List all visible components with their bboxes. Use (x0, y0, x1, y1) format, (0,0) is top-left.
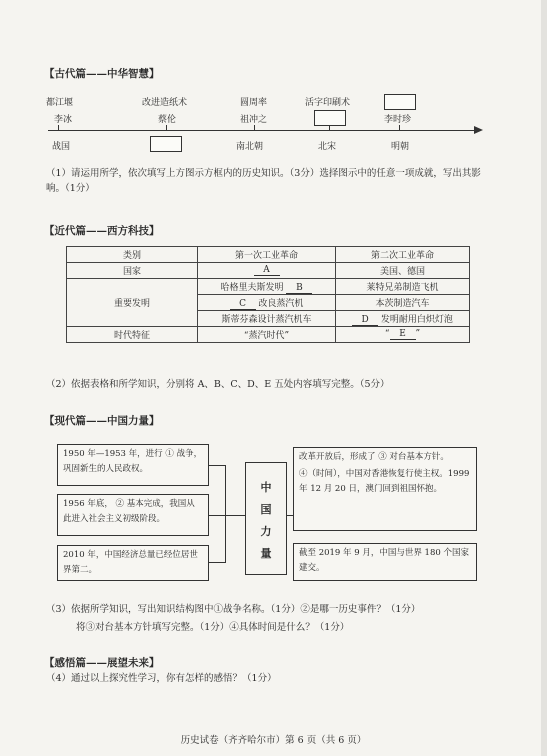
left-box-1: 1950 年—1953 年，进行 ① 战争，巩固新生的人民政权。 (57, 444, 209, 486)
table-cell: 时代特征 (67, 327, 198, 343)
connector-line (209, 562, 225, 563)
table-row (67, 327, 470, 343)
timeline-axis (48, 130, 478, 131)
timeline-item-3-era: 南北朝 (236, 142, 264, 152)
table-cell: 本茨制造汽车 (336, 295, 470, 311)
industrial-revolution-table (66, 246, 470, 343)
right-box-text: 改革开放后，形成了 ③ 对台基本方针。 (299, 452, 449, 462)
section-future-title: 【感悟篇——展望未来】 (44, 657, 160, 669)
timeline-item-1-top: 都江堰 (46, 98, 74, 108)
timeline-item-1-era: 战国 (52, 142, 71, 152)
table-header-cell: 类别 (67, 247, 198, 263)
blank-d[interactable]: D (352, 315, 378, 326)
center-char: 中 (260, 481, 272, 494)
quote-mark: “ (384, 329, 390, 339)
quote-mark: ” (415, 329, 421, 339)
connector-line (209, 465, 225, 466)
page-footer: 历史试卷（齐齐哈尔市）第 6 页（共 6 页） (180, 735, 367, 746)
table-row (67, 247, 470, 263)
center-char: 国 (260, 503, 272, 516)
table-header-cell: 第一次工业革命 (198, 247, 336, 263)
invention-text: 发明耐用白炽灯泡 (380, 314, 453, 325)
right-box-text: ④（时间），中国对香港恢复行使主权。1999 年 12 月 20 日，澳门回到祖国怀抱。 (299, 469, 470, 494)
right-box-1 (293, 447, 477, 531)
answer-box-person[interactable] (314, 110, 346, 126)
invention-text: 改良蒸汽机 (258, 298, 304, 309)
blank-a[interactable]: A (254, 265, 280, 276)
china-strength-center (245, 462, 287, 575)
table-header-cell: 第二次工业革命 (336, 247, 470, 263)
table-cell (336, 311, 470, 327)
right-box-2: 截至 2019 年 9 月，中国与世界 180 个国家建交。 (293, 543, 477, 581)
connector-line (225, 515, 245, 516)
question-2: （2）依据表格和所学知识，分别将 A、B、C、D、E 五处内容填写完整。（5分） (46, 379, 390, 390)
question-3-line-2: 将③对台基本方针填写完整。（1分）④具体时间是什么？（1分） (76, 622, 350, 633)
timeline-item-5-person: 李时珍 (384, 115, 412, 125)
table-cell (336, 327, 470, 343)
table-cell: “蒸汽时代” (198, 327, 336, 343)
table-row (67, 263, 470, 279)
timeline-tick (166, 125, 167, 130)
timeline-item-3-person: 祖冲之 (240, 115, 268, 125)
timeline-arrow-icon (474, 126, 483, 134)
left-box-2: 1956 年底， ② 基本完成，我国从此进入社会主义初级阶段。 (57, 494, 209, 536)
connector-line (209, 515, 225, 516)
table-row (67, 279, 470, 295)
question-1: （1）请运用所学，依次填写上方图示方框内的历史知识。（3分）选择图示中的任意一项成就，写出其影响。（1分） (46, 168, 481, 194)
question-4: （4）通过以上探究性学习，你有怎样的感悟？（1分） (46, 673, 277, 684)
timeline-tick (329, 125, 330, 130)
timeline-item-3-top: 圆周率 (240, 98, 268, 108)
left-box-3: 2010 年，中国经济总量已经位居世界第二。 (57, 545, 209, 581)
answer-box-era[interactable] (150, 136, 182, 152)
timeline-item-1-person: 李冰 (54, 115, 73, 125)
blank-e[interactable]: E (390, 329, 416, 340)
timeline-item-5-era: 明朝 (391, 142, 410, 152)
timeline-item-4-era: 北宋 (318, 142, 337, 152)
blank-c[interactable]: C (230, 299, 256, 310)
table-cell: 重要发明 (67, 279, 198, 327)
question-3-line-1: （3）依据所学知识，写出知识结构图中①战争名称。（1分）②是哪一历史事件？（1分） (46, 604, 421, 615)
invention-text: 哈格里夫斯发明 (220, 282, 284, 293)
table-cell: 国家 (67, 263, 198, 279)
table-cell: 美国、德国 (336, 263, 470, 279)
timeline-tick (254, 125, 255, 130)
timeline-item-2-top: 改进造纸术 (142, 98, 188, 108)
section-tech-title: 【近代篇——西方科技】 (44, 225, 160, 237)
table-cell: 莱特兄弟制造飞机 (336, 279, 470, 295)
table-cell: 斯蒂芬森设计蒸汽机车 (198, 311, 336, 327)
section-ancient-title: 【古代篇——中华智慧】 (44, 68, 160, 80)
timeline-item-4-top: 活字印刷术 (305, 98, 351, 108)
timeline-tick (58, 125, 59, 130)
center-char: 量 (260, 547, 272, 560)
timeline-tick (399, 125, 400, 130)
connector-line (225, 465, 226, 563)
answer-box-achievement[interactable] (384, 94, 416, 110)
table-cell (198, 295, 336, 311)
section-china-title: 【现代篇——中国力量】 (44, 415, 160, 427)
table-cell (198, 279, 336, 295)
center-char: 力 (260, 525, 272, 538)
page-edge (541, 0, 547, 756)
blank-b[interactable]: B (286, 283, 312, 294)
timeline-item-2-person: 蔡伦 (158, 115, 177, 125)
table-cell (198, 263, 336, 279)
